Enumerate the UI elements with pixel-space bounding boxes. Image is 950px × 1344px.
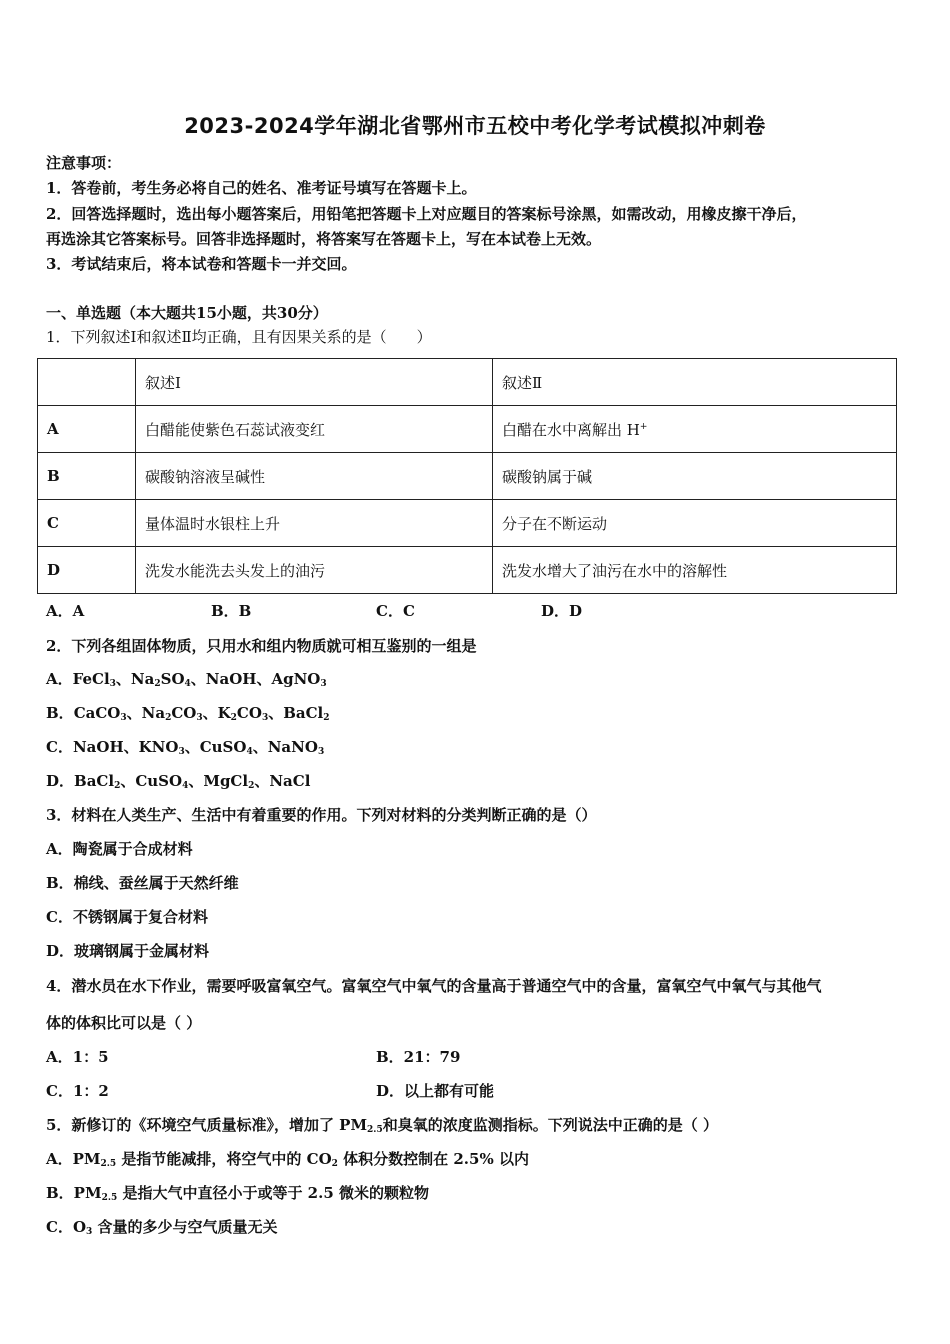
option-text: 是指大气中直径小于或等于 2.5 微米的颗粒物 (117, 1184, 429, 1202)
note-3: 3．考试结束后，将本试卷和答题卡一并交回。 (46, 255, 357, 273)
formula-text: CO (171, 704, 197, 722)
formula-text: 、MgCl (188, 772, 249, 790)
formula-text: CO (236, 704, 262, 722)
q4-option-b: B．21：79 (376, 1048, 461, 1066)
q1-stem: 1．下列叙述Ⅰ和叙述Ⅱ均正确，且有因果关系的是（ ） (46, 328, 432, 346)
option-prefix: B． (46, 704, 74, 722)
q4-option-d: D．以上都有可能 (376, 1082, 495, 1100)
table-header-cell (38, 359, 136, 406)
subscript: 2.5 (367, 1125, 383, 1135)
subscript: 3 (320, 679, 327, 689)
notes-heading: 注意事项： (46, 154, 122, 172)
q2-option-d (46, 770, 310, 791)
subscript: 2 (154, 679, 161, 689)
statement-2: 分子在不断运动 (493, 500, 897, 547)
formula-text: 、CuSO (184, 738, 247, 756)
row-label: D (38, 547, 136, 594)
table-row (38, 547, 897, 594)
statement-2-text: 白醋在水中离解出 H (502, 420, 640, 439)
formula-text: 、Na (115, 670, 155, 688)
formula-text: 、NaCl (254, 772, 311, 790)
q2-option-c (46, 736, 324, 757)
subscript: 2.5 (100, 1159, 117, 1169)
q3-option-d: D．玻璃钢属于金属材料 (46, 942, 210, 960)
option-prefix: A． (46, 670, 73, 688)
note-2-cont: 再选涂其它答案标号。回答非选择题时，将答案写在答题卡上，写在本试卷上无效。 (46, 230, 602, 248)
option-prefix: C． (46, 738, 73, 756)
subscript: 3 (261, 713, 269, 723)
subscript: 2 (165, 713, 172, 723)
subscript: 4 (182, 781, 189, 791)
statement-1: 洗发水能洗去头发上的油污 (136, 547, 493, 594)
subscript: 3 (196, 713, 203, 723)
formula-text: 、NaOH、AgNO (190, 670, 321, 688)
formula-text: 、K (202, 704, 231, 722)
stem-text: 和臭氧的浓度监测指标。下列说法中正确的是（ ） (382, 1116, 718, 1134)
table-header-cell: 叙述Ⅰ (136, 359, 493, 406)
q1-option-c: C．C (376, 602, 415, 620)
subscript: 3 (86, 1227, 93, 1237)
superscript: + (639, 421, 648, 432)
q3-option-c: C．不锈钢属于复合材料 (46, 908, 208, 926)
formula-text: 、BaCl (268, 704, 324, 722)
q5-option-a (46, 1148, 529, 1169)
row-label: C (38, 500, 136, 547)
option-text: C．O (46, 1218, 87, 1236)
formula-text: 、CuSO (120, 772, 183, 790)
statement-2: 洗发水增大了油污在水中的溶解性 (493, 547, 897, 594)
formula-text: NaOH、KNO (72, 738, 179, 756)
statement-1: 碳酸钠溶液呈碱性 (136, 453, 493, 500)
subscript: 2 (230, 713, 237, 723)
q5-option-c (46, 1216, 278, 1237)
formula-text: CaCO (73, 704, 121, 722)
subscript: 2 (323, 713, 330, 723)
q2-stem: 2．下列各组固体物质，只用水和组内物质就可相互鉴别的一组是 (46, 637, 477, 655)
subscript: 3 (317, 747, 325, 757)
formula-text: 、Na (126, 704, 166, 722)
q2-option-a (46, 668, 327, 689)
statement-1: 量体温时水银柱上升 (136, 500, 493, 547)
q1-option-b: B．B (211, 602, 252, 620)
option-text: 体积分数控制在 2.5% 以内 (337, 1150, 529, 1168)
q3-option-a: A．陶瓷属于合成材料 (46, 840, 193, 858)
q2-option-b (46, 702, 330, 723)
statement-2 (493, 406, 897, 453)
formula-text: FeCl (72, 670, 110, 688)
subscript: 2 (331, 1159, 338, 1169)
q1-table (37, 358, 897, 594)
subscript: 3 (120, 713, 127, 723)
subscript: 2 (248, 781, 255, 791)
row-label: A (38, 406, 136, 453)
formula-text: SO (160, 670, 185, 688)
q4-stem: 4．潜水员在水下作业，需要呼吸富氧空气。富氧空气中氧气的含量高于普通空气中的含量，富氧空气中氧气与其他气 (46, 977, 822, 995)
q3-stem: 3．材料在人类生产、生活中有着重要的作用。下列对材料的分类判断正确的是（） (46, 806, 597, 824)
table-row (38, 406, 897, 453)
q5-stem (46, 1114, 718, 1135)
option-text: 是指节能减排，将空气中的 CO (116, 1150, 332, 1168)
q4-stem-cont: 体的体积比可以是（ ） (46, 1014, 202, 1032)
formula-text: 、NaNO (252, 738, 318, 756)
subscript: 3 (109, 679, 116, 689)
q5-option-b (46, 1182, 429, 1203)
statement-1: 白醋能使紫色石蕊试液变红 (136, 406, 493, 453)
row-label: B (38, 453, 136, 500)
note-2: 2．回答选择题时，选出每小题答案后，用铅笔把答题卡上对应题目的答案标号涂黑，如需改动，用橡皮擦干净后， (46, 205, 807, 223)
statement-2: 碳酸钠属于碱 (493, 453, 897, 500)
q4-option-a: A．1：5 (46, 1048, 109, 1066)
q4-option-c: C．1：2 (46, 1082, 109, 1100)
subscript: 4 (184, 679, 191, 689)
formula-text: BaCl (74, 772, 115, 790)
table-row (38, 500, 897, 547)
subscript: 2 (114, 781, 121, 791)
page-title: 2023-2024学年湖北省鄂州市五校中考化学考试模拟冲刺卷 (184, 114, 766, 138)
option-text: B．PM (46, 1184, 102, 1202)
option-text: A．PM (46, 1150, 101, 1168)
q1-option-d: D．D (541, 602, 583, 620)
section-heading: 一、单选题（本大题共15小题，共30分） (46, 304, 328, 322)
q3-option-b: B．棉线、蚕丝属于天然纤维 (46, 874, 239, 892)
subscript: 2.5 (101, 1193, 118, 1203)
table-header-row (38, 359, 897, 406)
stem-text: 5．新修订的《环境空气质量标准》，增加了 PM (46, 1116, 368, 1134)
note-1: 1．答卷前，考生务必将自己的姓名、准考证号填写在答题卡上。 (46, 179, 477, 197)
subscript: 3 (178, 747, 185, 757)
option-text: 含量的多少与空气质量无关 (92, 1218, 278, 1236)
q1-option-a: A．A (46, 602, 85, 620)
option-prefix: D． (46, 772, 75, 790)
table-header-cell: 叙述Ⅱ (493, 359, 897, 406)
subscript: 4 (246, 747, 253, 757)
table-row (38, 453, 897, 500)
